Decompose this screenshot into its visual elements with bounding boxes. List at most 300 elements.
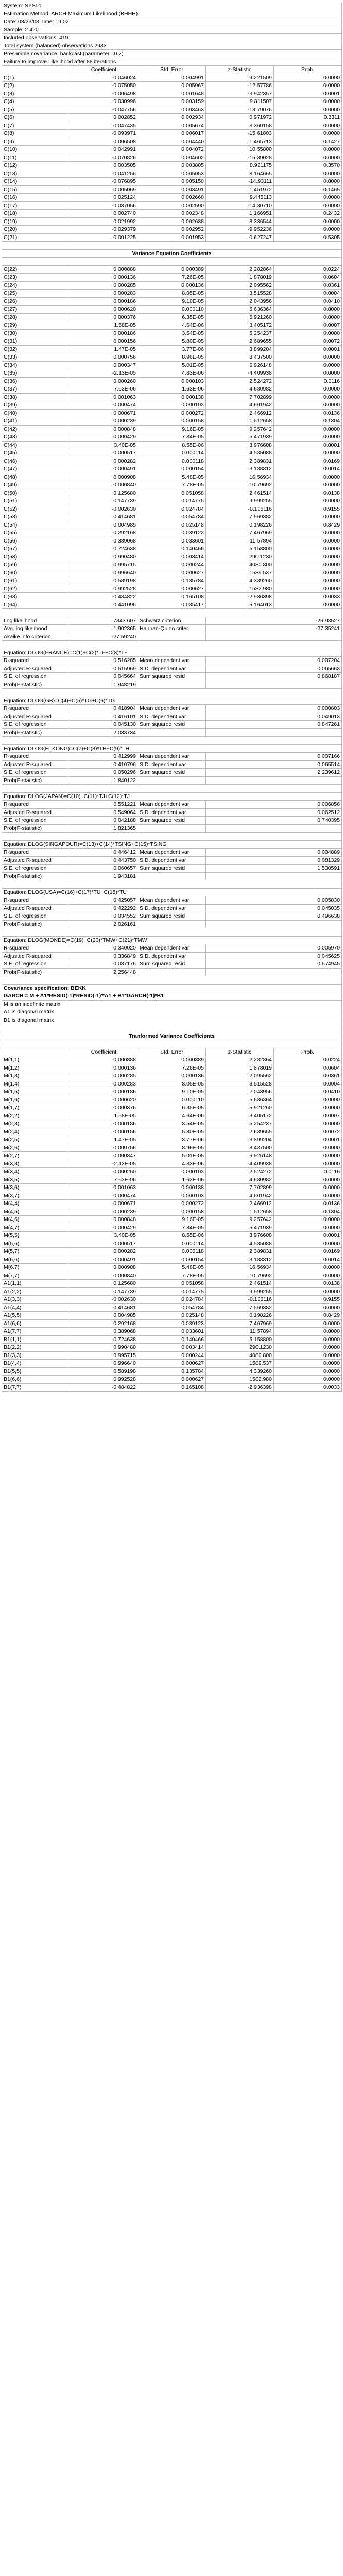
param-name: C(35) xyxy=(2,369,70,378)
param-value: 4080.800 xyxy=(206,1351,274,1360)
stat-value: 0.005970 xyxy=(206,944,342,953)
param-value: 0.002638 xyxy=(138,217,206,226)
param-name: C(12) xyxy=(2,162,70,170)
param-value: 0.003505 xyxy=(70,162,138,170)
param-value: -2.13E-05 xyxy=(70,1160,138,1168)
param-name: M(2,3) xyxy=(2,1120,70,1128)
stat-value xyxy=(206,968,342,976)
param-value: 0.000186 xyxy=(70,1088,138,1096)
param-value: -0.006498 xyxy=(70,90,138,98)
param-value: 7.569382 xyxy=(206,513,274,521)
stat-label: Hannan-Quinn criter. xyxy=(138,625,206,633)
param-value: 0.0000 xyxy=(274,1335,342,1344)
param-value: 5.80E-05 xyxy=(138,1128,206,1136)
stat-label xyxy=(138,681,206,689)
param-value: 0.0000 xyxy=(274,353,342,362)
param-name: C(43) xyxy=(2,433,70,442)
param-value: 0.0000 xyxy=(274,1367,342,1376)
param-value: 0.140466 xyxy=(138,545,206,553)
param-value: 4.535088 xyxy=(206,1240,274,1248)
param-value: 1.166951 xyxy=(206,210,274,218)
param-name: B1(5,5) xyxy=(2,1367,70,1376)
param-value: 0.000186 xyxy=(70,297,138,306)
param-value: 0.125680 xyxy=(70,489,138,497)
transformed-coef-row xyxy=(2,1120,342,1128)
param-value: 0.0000 xyxy=(274,577,342,585)
transformed-coef-row xyxy=(2,1272,342,1280)
param-value: 0.0033 xyxy=(274,593,342,601)
variance-coef-row xyxy=(2,313,342,321)
param-value: 0.0000 xyxy=(274,585,342,593)
equation-stat-row xyxy=(2,920,342,928)
transformed-coef-row xyxy=(2,1216,342,1224)
param-value: 7.63E-06 xyxy=(70,1176,138,1184)
param-value: -0.106116 xyxy=(206,1296,274,1304)
param-name: C(31) xyxy=(2,337,70,346)
param-value: 3.405172 xyxy=(206,321,274,330)
coef-row xyxy=(2,82,342,90)
param-value: 0.0033 xyxy=(274,1383,342,1392)
variance-coef-row xyxy=(2,306,342,314)
param-name: B1(4,4) xyxy=(2,1360,70,1368)
param-name: C(20) xyxy=(2,226,70,234)
variance-coef-row xyxy=(2,553,342,561)
stat-label xyxy=(138,776,206,785)
variance-coef-row xyxy=(2,601,342,609)
stat-value: 1.902365 xyxy=(70,625,138,633)
system-output-table xyxy=(2,2,342,1392)
header-line xyxy=(2,18,342,26)
param-value: 3.976608 xyxy=(206,1232,274,1240)
param-value: 0.000103 xyxy=(138,1168,206,1176)
param-value: -14.93111 xyxy=(206,178,274,186)
blank-cell xyxy=(2,641,342,649)
param-value: 0.000260 xyxy=(70,377,138,385)
param-value: 0.627247 xyxy=(206,233,274,242)
transformed-coef-row xyxy=(2,1287,342,1296)
stat-value: 0.065663 xyxy=(206,665,342,673)
param-value: 0.0000 xyxy=(274,306,342,314)
param-value: 0.002590 xyxy=(138,201,206,210)
stat-value: 0.425057 xyxy=(70,896,138,905)
param-value: 0.004991 xyxy=(138,74,206,82)
param-value: 0.0000 xyxy=(274,433,342,442)
stat-label xyxy=(138,920,206,928)
param-value: 10.79692 xyxy=(206,1272,274,1280)
param-value: 0.0001 xyxy=(274,1232,342,1240)
param-value: 5.471939 xyxy=(206,433,274,442)
stat-label xyxy=(138,633,206,641)
param-value: 8.437500 xyxy=(206,353,274,362)
equation-title-row xyxy=(2,697,342,705)
param-name: C(51) xyxy=(2,497,70,505)
param-value: 0.014775 xyxy=(138,497,206,505)
param-value: 0.006017 xyxy=(138,130,206,138)
param-value: 0.000282 xyxy=(70,457,138,465)
equation-title-row xyxy=(2,649,342,657)
transformed-coef-row xyxy=(2,1264,342,1272)
blank-cell xyxy=(2,928,342,937)
param-value: 0.000620 xyxy=(70,1096,138,1104)
param-value: 3.77E-06 xyxy=(138,345,206,353)
stat-label: S.D. dependent var xyxy=(138,856,206,865)
stat-label: Mean dependent var xyxy=(138,849,206,857)
param-value: 0.0000 xyxy=(274,106,342,114)
param-value: 0.005069 xyxy=(70,185,138,194)
blank-row xyxy=(2,833,342,841)
transformed-coef-row xyxy=(2,1104,342,1112)
param-value: 0.0072 xyxy=(274,337,342,346)
stat-label: Sum squared resid xyxy=(138,673,206,681)
param-value: 8.55E-06 xyxy=(138,1232,206,1240)
header-line xyxy=(2,26,342,34)
param-value: 0.000671 xyxy=(70,409,138,417)
stat-value: 2.033734 xyxy=(70,728,138,737)
param-value: 0.0000 xyxy=(274,201,342,210)
param-value: 0.003414 xyxy=(138,1344,206,1352)
param-value: 0.9155 xyxy=(274,1296,342,1304)
param-value: 0.0000 xyxy=(274,170,342,178)
param-value: 0.000244 xyxy=(138,1351,206,1360)
param-value: 9.999255 xyxy=(206,497,274,505)
param-value: 1.451972 xyxy=(206,185,274,194)
param-value: 0.0361 xyxy=(274,281,342,290)
variance-coef-row xyxy=(2,481,342,489)
param-value: -0.029379 xyxy=(70,226,138,234)
stat-label xyxy=(138,968,206,976)
column-header: Coefficient xyxy=(70,66,138,74)
param-name: C(13) xyxy=(2,170,70,178)
param-name: C(62) xyxy=(2,585,70,593)
param-value: 0.0169 xyxy=(274,1248,342,1256)
param-value: 0.002660 xyxy=(138,194,206,202)
param-name: C(6) xyxy=(2,114,70,122)
param-value: 0.000282 xyxy=(70,1248,138,1256)
param-name: C(32) xyxy=(2,345,70,353)
param-value: 0.000756 xyxy=(70,353,138,362)
param-value: 0.000517 xyxy=(70,449,138,457)
section-title: Variance Equation Coefficients xyxy=(2,249,342,258)
param-value: 0.000285 xyxy=(70,1072,138,1080)
param-value: 5.254237 xyxy=(206,329,274,337)
param-value: -0.484822 xyxy=(70,1383,138,1392)
param-value: 5.164013 xyxy=(206,601,274,609)
param-value: 0.0000 xyxy=(274,473,342,481)
param-value: 0.0000 xyxy=(274,1351,342,1360)
param-name: M(1,4) xyxy=(2,1080,70,1088)
param-value: 0.000627 xyxy=(138,1376,206,1384)
param-value: 9.10E-05 xyxy=(138,297,206,306)
stat-value: 0.418904 xyxy=(70,705,138,713)
variance-coef-row xyxy=(2,353,342,362)
param-value: 0.000136 xyxy=(70,1064,138,1072)
param-value: 0.000389 xyxy=(138,1056,206,1064)
param-value: 0.000627 xyxy=(138,585,206,593)
variance-coef-row xyxy=(2,465,342,473)
param-value: 5.636364 xyxy=(206,1096,274,1104)
column-header: z-Statistic xyxy=(206,1048,274,1056)
param-value: 0.135784 xyxy=(138,577,206,585)
blank-cell xyxy=(2,609,342,617)
param-value: 0.140466 xyxy=(138,1335,206,1344)
param-value: 0.125680 xyxy=(70,1280,138,1288)
variance-coef-row xyxy=(2,513,342,521)
param-name: C(14) xyxy=(2,178,70,186)
param-name: M(4,5) xyxy=(2,1208,70,1216)
param-value: 0.000429 xyxy=(70,1224,138,1232)
stat-value: 0.045035 xyxy=(206,904,342,912)
param-value: 0.046024 xyxy=(70,74,138,82)
stat-label: S.E. of regression xyxy=(2,865,70,873)
param-value: 0.000138 xyxy=(138,1184,206,1192)
param-value: 0.000114 xyxy=(138,449,206,457)
param-value: 9.811507 xyxy=(206,98,274,106)
stat-value: 1.530591 xyxy=(206,865,342,873)
param-value: 0.0000 xyxy=(274,385,342,394)
stat-value: 0.551221 xyxy=(70,801,138,809)
blank-cell xyxy=(2,737,342,745)
param-name: M(4,6) xyxy=(2,1216,70,1224)
equation-title: Equation: DLOG(SINGAPOUR)=C(13)+C(14)*TSING+C(15)*TSING xyxy=(2,840,342,849)
variance-coef-row xyxy=(2,489,342,497)
param-value: -0.002630 xyxy=(70,505,138,513)
coef-row xyxy=(2,114,342,122)
stat-value: 0.336849 xyxy=(70,952,138,960)
equation-stat-row xyxy=(2,681,342,689)
param-name: B1(1,1) xyxy=(2,1335,70,1344)
param-value: -2.13E-05 xyxy=(70,369,138,378)
equation-title-row xyxy=(2,792,342,801)
param-name: C(19) xyxy=(2,217,70,226)
param-value: 0.000908 xyxy=(70,473,138,481)
stat-label: Prob(F-statistic) xyxy=(2,824,70,833)
param-name: C(44) xyxy=(2,441,70,449)
stat-label: R-squared xyxy=(2,657,70,665)
variance-coef-row xyxy=(2,497,342,505)
stat-label: Prob(F-statistic) xyxy=(2,728,70,737)
param-value: 0.000429 xyxy=(70,433,138,442)
stat-label: S.D. dependent var xyxy=(138,808,206,817)
param-name: C(22) xyxy=(2,265,70,274)
covspec-line xyxy=(2,1000,342,1008)
param-value: 10.55800 xyxy=(206,146,274,154)
param-value: 0.000244 xyxy=(138,561,206,569)
header-line xyxy=(2,34,342,42)
stat-label: S.E. of regression xyxy=(2,673,70,681)
stat-value xyxy=(206,728,342,737)
variance-coef-row xyxy=(2,449,342,457)
param-value: 0.005150 xyxy=(138,178,206,186)
blank-row xyxy=(2,258,342,266)
stat-label: S.E. of regression xyxy=(2,817,70,825)
transformed-coef-row xyxy=(2,1072,342,1080)
param-value: 0.0007 xyxy=(274,1112,342,1120)
stat-label: Sum squared resid xyxy=(138,960,206,969)
param-value: 4.601942 xyxy=(206,401,274,410)
equation-stat-row xyxy=(2,849,342,857)
param-value: 0.0000 xyxy=(274,1104,342,1112)
blank-row xyxy=(2,928,342,937)
coef-row xyxy=(2,217,342,226)
param-name: A1(6,6) xyxy=(2,1319,70,1328)
stat-value: 0.422292 xyxy=(70,904,138,912)
param-value: 0.000389 xyxy=(138,265,206,274)
equation-stat-row xyxy=(2,824,342,833)
variance-coef-row xyxy=(2,401,342,410)
param-value: 0.041256 xyxy=(70,170,138,178)
param-value: 0.000239 xyxy=(70,417,138,426)
blank-row xyxy=(2,609,342,617)
param-value: 0.000110 xyxy=(138,1096,206,1104)
param-name: A1(4,4) xyxy=(2,1303,70,1312)
param-value: 0.0000 xyxy=(274,1328,342,1336)
param-value: 5.01E-05 xyxy=(138,1152,206,1160)
param-name: M(1,1) xyxy=(2,1056,70,1064)
param-name: C(57) xyxy=(2,545,70,553)
column-header: Std. Error xyxy=(138,1048,206,1056)
param-value: -0.106116 xyxy=(206,505,274,513)
param-value: 0.1465 xyxy=(274,185,342,194)
transformed-coef-row xyxy=(2,1144,342,1152)
stat-value: 0.443750 xyxy=(70,856,138,865)
transformed-coef-row xyxy=(2,1303,342,1312)
param-value: 8.96E-05 xyxy=(138,1144,206,1152)
equation-title: Equation: DLOG(JAPAN)=C(10)+C(11)*TJ+C(12)*TJ xyxy=(2,792,342,801)
stat-value: 0.007166 xyxy=(206,753,342,761)
param-value: 0.0000 xyxy=(274,1224,342,1232)
param-value: 0.0000 xyxy=(274,601,342,609)
param-value: 0.000283 xyxy=(70,290,138,298)
param-value: 7.26E-05 xyxy=(138,1064,206,1072)
stat-value: -27.35241 xyxy=(206,625,342,633)
coef-row xyxy=(2,178,342,186)
param-value: 0.000272 xyxy=(138,409,206,417)
param-value: 8.164665 xyxy=(206,170,274,178)
param-value: 0.000627 xyxy=(138,569,206,577)
param-value: 0.054784 xyxy=(138,1303,206,1312)
stat-value: 0.034552 xyxy=(70,912,138,921)
stat-label: S.D. dependent var xyxy=(138,760,206,769)
param-name: C(16) xyxy=(2,194,70,202)
param-value: 0.0000 xyxy=(274,82,342,90)
param-name: M(3,7) xyxy=(2,1192,70,1200)
param-value: 0.054784 xyxy=(138,513,206,521)
param-value: 3.188312 xyxy=(206,465,274,473)
stat-value: 1.948219 xyxy=(70,681,138,689)
param-value: 0.003159 xyxy=(138,98,206,106)
equation-stat-row xyxy=(2,912,342,921)
param-value: -0.002630 xyxy=(70,1296,138,1304)
variance-coef-row xyxy=(2,417,342,426)
transformed-coef-row xyxy=(2,1088,342,1096)
param-value: -0.070826 xyxy=(70,154,138,162)
param-value: 0.0000 xyxy=(274,361,342,369)
param-value: 7.78E-05 xyxy=(138,481,206,489)
transformed-header-row xyxy=(2,1048,342,1056)
param-value: 0.0000 xyxy=(274,74,342,82)
param-value: 0.000103 xyxy=(138,401,206,410)
param-value: 0.8429 xyxy=(274,521,342,529)
param-name: M(3,5) xyxy=(2,1176,70,1184)
param-name: M(6,6) xyxy=(2,1256,70,1264)
param-value: 5.48E-05 xyxy=(138,473,206,481)
param-name: A1(2,2) xyxy=(2,1287,70,1296)
header-line xyxy=(2,42,342,50)
param-value: 0.0000 xyxy=(274,1176,342,1184)
transformed-coef-row xyxy=(2,1319,342,1328)
stat-label: Mean dependent var xyxy=(138,896,206,905)
param-value: 3.515528 xyxy=(206,1080,274,1088)
param-value: 1.465713 xyxy=(206,138,274,146)
equation-title: Equation: DLOG(USA)=C(16)+C(17)*TU+C(18)*TU xyxy=(2,888,342,896)
blank-cell xyxy=(2,689,342,697)
param-value: 5.636364 xyxy=(206,306,274,314)
param-value: 0.039123 xyxy=(138,529,206,537)
stat-value: 0.000803 xyxy=(206,705,342,713)
param-value: 0.1427 xyxy=(274,138,342,146)
param-name: M(2,7) xyxy=(2,1152,70,1160)
equation-title-row xyxy=(2,888,342,896)
param-name: C(25) xyxy=(2,290,70,298)
param-value: 0.051058 xyxy=(138,1280,206,1288)
param-value: 2.389831 xyxy=(206,457,274,465)
param-name: C(38) xyxy=(2,393,70,401)
param-value: 4.83E-06 xyxy=(138,1160,206,1168)
equation-stat-row xyxy=(2,808,342,817)
transformed-section-title xyxy=(2,1032,342,1040)
equation-title-row xyxy=(2,840,342,849)
transformed-coef-row xyxy=(2,1208,342,1216)
param-value: 9.257642 xyxy=(206,1216,274,1224)
variance-coef-row xyxy=(2,329,342,337)
param-value: 8.55E-06 xyxy=(138,441,206,449)
transformed-coef-row xyxy=(2,1160,342,1168)
param-name: C(5) xyxy=(2,106,70,114)
param-name: C(28) xyxy=(2,313,70,321)
equation-title: Equation: DLOG(MONDE)=C(19)+C(20)*TMW+C(21)*TMW xyxy=(2,936,342,944)
stat-value: 0.549064 xyxy=(70,808,138,817)
stat-value: 0.412999 xyxy=(70,753,138,761)
param-value: 3.40E-05 xyxy=(70,441,138,449)
blank-row xyxy=(2,785,342,793)
param-value: 11.57894 xyxy=(206,537,274,545)
stat-value: 0.050296 xyxy=(70,769,138,777)
param-name: C(30) xyxy=(2,329,70,337)
param-value: 0.003491 xyxy=(138,185,206,194)
param-name: C(52) xyxy=(2,505,70,513)
param-value: 0.000156 xyxy=(70,1128,138,1136)
param-name: C(8) xyxy=(2,130,70,138)
param-value: 0.000671 xyxy=(70,1200,138,1208)
param-value: 7.84E-05 xyxy=(138,433,206,442)
param-value: 3.54E-05 xyxy=(138,329,206,337)
param-name: B1(2,2) xyxy=(2,1344,70,1352)
stat-value xyxy=(206,681,342,689)
stat-value: 0.006856 xyxy=(206,801,342,809)
param-value: 0.025148 xyxy=(138,1312,206,1320)
coef-row xyxy=(2,233,342,242)
param-value: 4080.800 xyxy=(206,561,274,569)
param-name: M(7,7) xyxy=(2,1272,70,1280)
stat-label: Adjusted R-squared xyxy=(2,904,70,912)
param-value: 0.002934 xyxy=(138,114,206,122)
transformed-coef-row xyxy=(2,1064,342,1072)
equation-stat-row xyxy=(2,904,342,912)
param-value: 0.0001 xyxy=(274,1136,342,1144)
param-value: 0.0116 xyxy=(274,1168,342,1176)
param-value: 0.0000 xyxy=(274,569,342,577)
param-name: C(41) xyxy=(2,417,70,426)
